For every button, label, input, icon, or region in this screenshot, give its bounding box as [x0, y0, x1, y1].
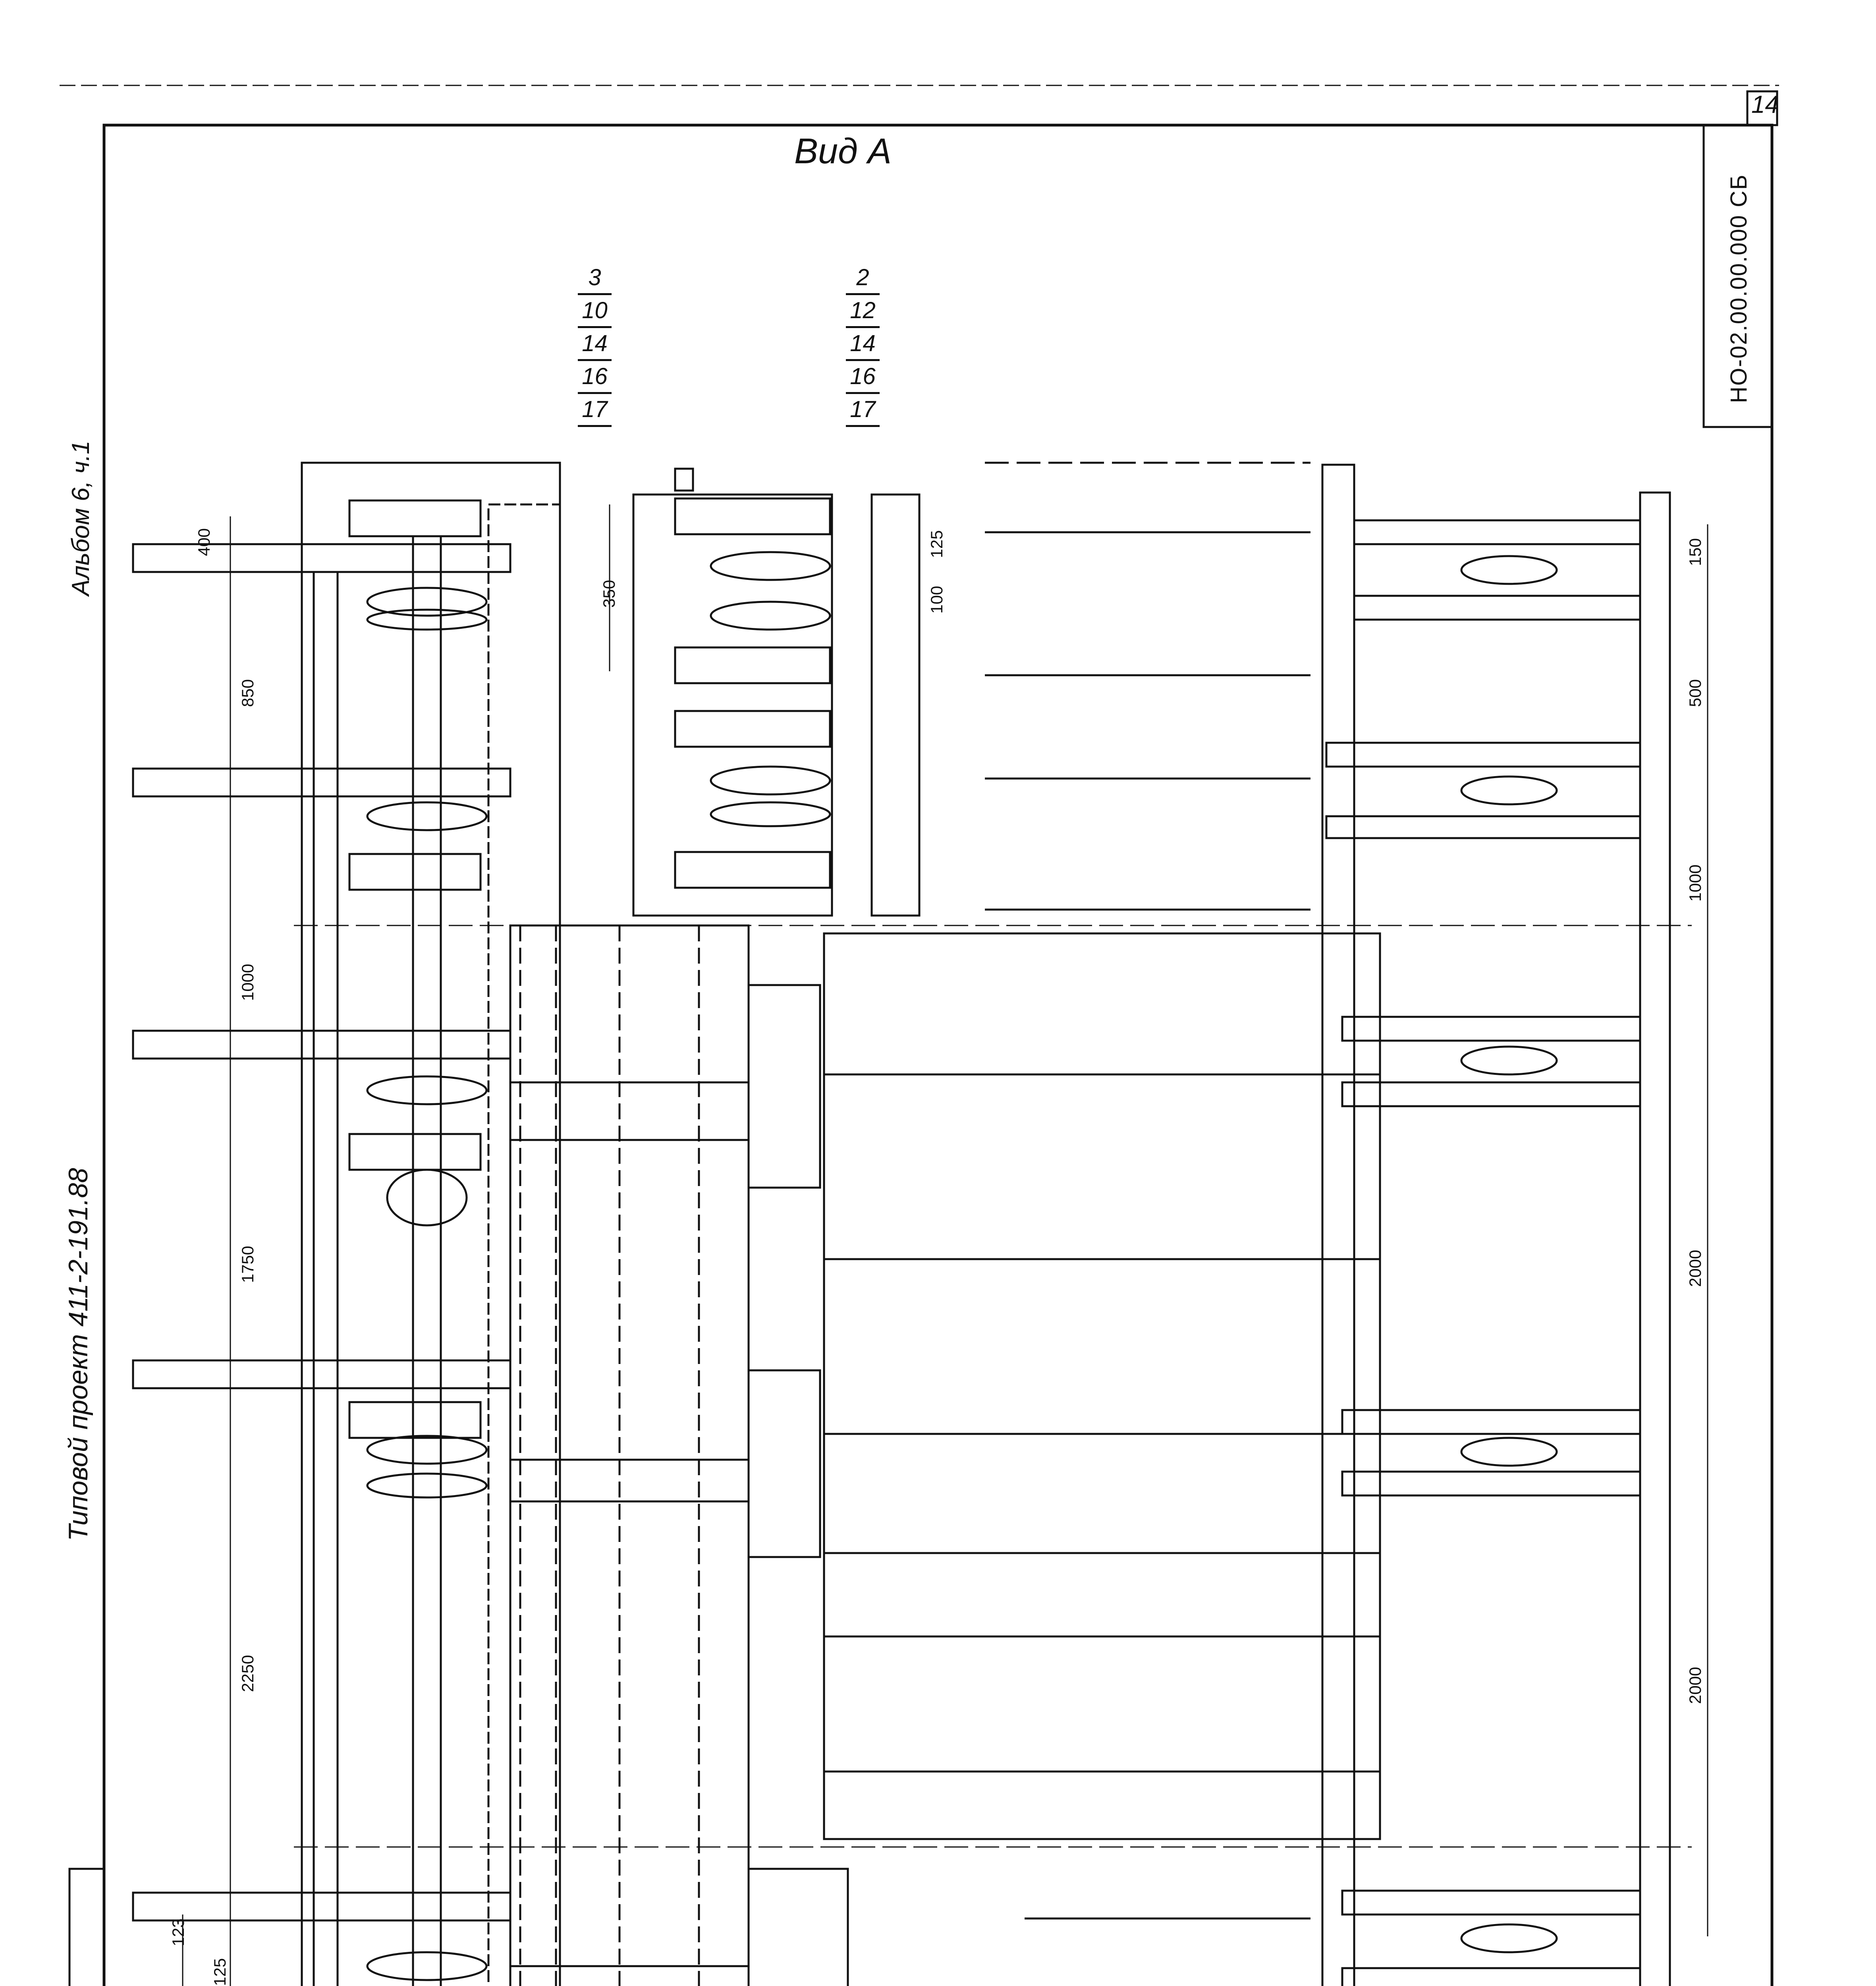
view-title: Вид А — [794, 131, 892, 171]
dimension-label: 350 — [600, 580, 618, 608]
callout-label: 16 — [578, 361, 612, 394]
dimension-label: 850 — [238, 679, 257, 707]
dimension-label: 100 — [927, 585, 946, 614]
callout-label: 10 — [578, 295, 612, 328]
sheet-corner-number: 14 — [1751, 91, 1779, 118]
callout-label: 2 — [846, 262, 880, 295]
drawing-frame — [104, 125, 1772, 1986]
callout-label: 12 — [846, 295, 880, 328]
dimension-label: 150 — [1686, 538, 1704, 566]
callout-label: 3 — [578, 262, 612, 295]
dimension-label: 2250 — [238, 1655, 257, 1692]
dimension-label: 1000 — [238, 964, 257, 1001]
dimension-label: 1000 — [1686, 864, 1704, 902]
callout-label: 17 — [578, 394, 612, 427]
dimension-label: 500 — [1686, 679, 1704, 707]
callout-label: 16 — [846, 361, 880, 394]
dimension-label: 2000 — [1686, 1250, 1704, 1287]
dimension-label: 125 — [210, 1958, 229, 1986]
callout-group-3 — [578, 262, 612, 427]
dimension-label: 125 — [927, 530, 946, 558]
dimension-label: 2000 — [1686, 1667, 1704, 1704]
callout-group-2 — [846, 262, 880, 427]
dimension-label: 1750 — [238, 1246, 257, 1283]
dimension-label: 400 — [195, 528, 213, 556]
binding-strip — [69, 1869, 104, 1986]
callout-label: 14 — [846, 328, 880, 361]
callout-label: 17 — [846, 394, 880, 427]
callout-label: 14 — [578, 328, 612, 361]
side-note-album: Альбом 6, ч.1 — [67, 440, 95, 596]
document-code-vertical: НО-02.00.00.000 СБ — [1726, 174, 1752, 403]
side-note-project: Типовой проект 411-2-191.88 — [63, 1168, 93, 1541]
dimension-label: 123 — [169, 1918, 187, 1946]
